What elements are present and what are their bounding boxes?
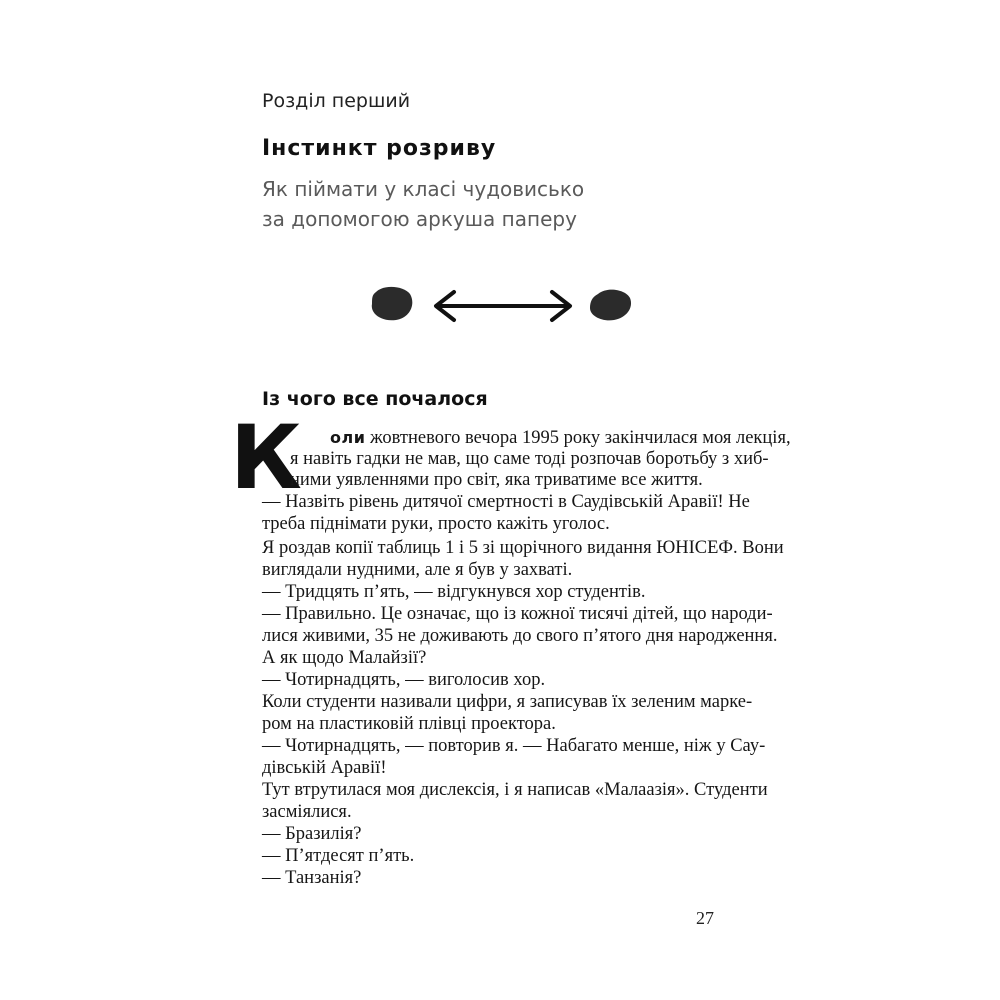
body-line: засміялися.: [262, 802, 352, 822]
body-line: — Тридцять п’ять, — відгукнувся хор студентів.: [262, 582, 646, 602]
chapter-label: Розділ перший: [262, 90, 411, 112]
body-line: виглядали нудними, але я був у захваті.: [262, 560, 573, 580]
body-line: я навіть гадки не мав, що саме тоді розпочав боротьбу з хиб-: [290, 449, 769, 469]
body-line: ром на пластиковій плівці проектора.: [262, 714, 556, 734]
body-line: Коли студенти називали цифри, я записував їх зеленим марке-: [262, 692, 753, 712]
body-line: — Чотирнадцять, — виголосив хор.: [262, 670, 546, 690]
gap-illustration: [368, 282, 636, 332]
body-line: — Танзанія?: [262, 868, 362, 888]
drop-cap: К: [230, 406, 302, 509]
page-number: 27: [696, 908, 714, 928]
body-line: Тут втрутилася моя дислексія, і я написав «Малаазія». Студенти: [262, 780, 768, 800]
chapter-subtitle: [262, 174, 742, 234]
body-line: дівській Аравії!: [262, 758, 387, 778]
body-line: ними уявленнями про світ, яка триватиме все життя.: [290, 470, 703, 490]
body-line: — Чотирнадцять, — повторив я. — Набагато менше, ніж у Сау-: [262, 736, 766, 756]
lead-word: оли: [330, 428, 366, 447]
body-line: Я роздав копії таблиць 1 і 5 зі щорічного видання ЮНІСЕФ. Вони: [262, 538, 784, 558]
chapter-subtitle-line: Як піймати у класі чудовисько: [262, 177, 585, 201]
body-line: — Бразилія?: [262, 824, 362, 844]
body-line: — Назвіть рівень дитячої смертності в Саудівській Аравії! Не: [262, 492, 750, 512]
section-heading: Із чого все почалося: [262, 388, 488, 410]
body-line: — Правильно. Це означає, що із кожної тисячі дітей, що народи-: [262, 604, 773, 624]
body-line: треба піднімати руки, просто кажіть уголос.: [262, 514, 610, 534]
double-arrow-icon: [436, 292, 570, 320]
body-line: — П’ятдесят п’ять.: [262, 846, 415, 866]
first-line-rest: жовтневого вечора 1995 року закінчилася моя лекція,: [365, 428, 791, 448]
body-line: А як щодо Малайзії?: [262, 648, 427, 668]
left-blob-icon: [372, 287, 413, 320]
body-line: лися живими, 35 не доживають до свого п’ятого дня народження.: [262, 626, 778, 646]
right-blob-icon: [590, 290, 631, 321]
chapter-subtitle-line: за допомогою аркуша паперу: [262, 207, 577, 231]
chapter-title: Інстинкт розриву: [262, 136, 497, 161]
